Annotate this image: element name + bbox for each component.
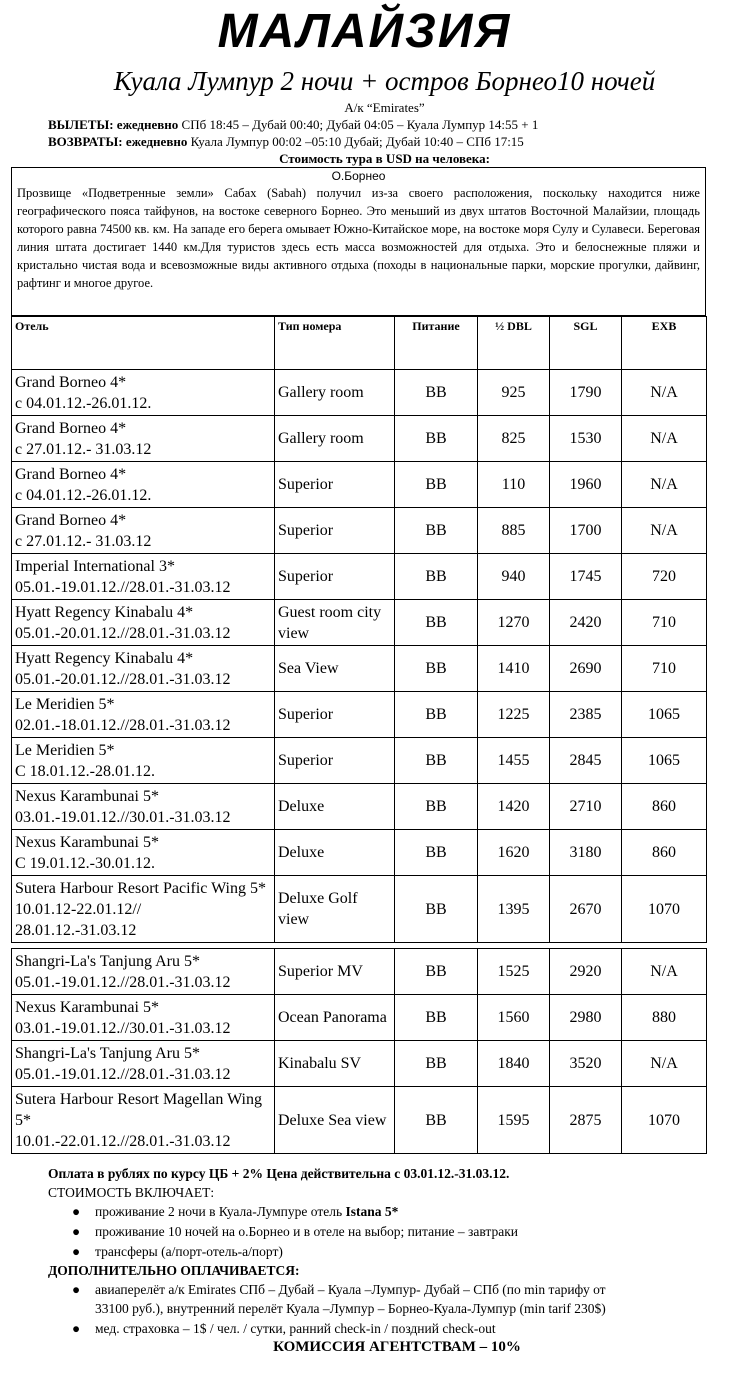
room-type: Guest room city view — [275, 600, 395, 646]
hotel-cell — [12, 646, 275, 692]
hotel-name: Nexus Karambunai 5* — [15, 998, 159, 1016]
header-sgl: SGL — [550, 317, 622, 370]
price-exb: N/A — [622, 508, 707, 554]
meal: BB — [395, 876, 478, 943]
hotel-dates: 05.01.-20.01.12.//28.01.-31.03.12 — [15, 670, 231, 688]
hotel-name: Imperial International 3* — [15, 557, 175, 575]
hotel-dates: 28.01.12.-31.03.12 — [15, 921, 137, 939]
price-dbl: 1410 — [478, 646, 550, 692]
table-row — [12, 462, 707, 508]
commission-note: КОМИССИЯ АГЕНТСТВАМ – 10% — [273, 1339, 521, 1355]
hotel-name: Nexus Karambunai 5* — [15, 833, 159, 851]
borneo-info-box — [11, 167, 706, 316]
price-exb: N/A — [622, 416, 707, 462]
info-heading: О.Борнео — [331, 169, 386, 183]
hotel-cell — [12, 876, 275, 943]
table-row — [12, 1041, 707, 1087]
hotel-name: Shangri-La's Tanjung Aru 5* — [15, 952, 200, 970]
price-exb: 710 — [622, 646, 707, 692]
price-exb: 1070 — [622, 876, 707, 943]
hotel-cell — [12, 692, 275, 738]
room-type: Gallery room — [275, 370, 395, 416]
header-hotel: Отель — [12, 317, 275, 370]
hotel-dates: 05.01.-19.01.12.//28.01.-31.03.12 — [15, 578, 231, 596]
airline-label: А/к “Emirates” — [344, 100, 425, 115]
departures-text: СПб 18:45 – Дубай 00:40; Дубай 04:05 – Куала Лумпур 14:55 + 1 — [178, 117, 539, 132]
header-exb: EXB — [622, 317, 707, 370]
price-sgl: 1700 — [550, 508, 622, 554]
returns-line — [48, 134, 524, 150]
price-sgl: 1960 — [550, 462, 622, 508]
table-row — [12, 876, 707, 943]
price-sgl: 2420 — [550, 600, 622, 646]
room-type: Kinabalu SV — [275, 1041, 395, 1087]
table-row — [12, 784, 707, 830]
info-text: Прозвище «Подветренные земли» Сабах (Sabah) получил из-за своего расположения, поскольку находится ниже географического пояса тайфунов, на востоке северного Борнео. Это меньший из двух штатов Восточной Малайзии, площадь которого равна 74500 кв. км. На западе его берега омывает Южно-Китайское море, на востоке моря Сулу и Сулавеси. Береговая линия штата достигает 1440 км.Для туристов здесь есть масса возможностей для отдыха. Это и белоснежные пляжи и кристально чистая вода и всевозможные виды активного отдыха (походы в национальные парки, морские прогулки, дайвинг, рафтинг и многое другое. — [17, 186, 700, 290]
meal: BB — [395, 1087, 478, 1154]
returns-text: Куала Лумпур 00:02 –05:10 Дубай; Дубай 10:40 – СПб 17:15 — [187, 134, 524, 149]
extra-item-line2: 33100 руб.), внутренний перелёт Куала –Лумпур – Борнео-Куала-Лумпур (min tarif 230$) — [95, 1301, 606, 1316]
hotel-cell — [12, 1087, 275, 1154]
price-dbl: 1395 — [478, 876, 550, 943]
cost-title: Стоимость тура в USD на человека: — [279, 151, 490, 166]
price-exb: N/A — [622, 462, 707, 508]
price-sgl: 3180 — [550, 830, 622, 876]
price-exb: N/A — [622, 1041, 707, 1087]
hotel-cell — [12, 830, 275, 876]
bullet-icon: ● — [72, 1244, 81, 1259]
include-text: проживание 2 ночи в Куала-Лумпуре отель — [95, 1204, 346, 1219]
hotel-dates: с 27.01.12.- 31.03.12 — [15, 440, 152, 458]
hotel-dates: 05.01.-20.01.12.//28.01.-31.03.12 — [15, 624, 231, 642]
header-dbl: ½ DBL — [478, 317, 550, 370]
departures-line — [48, 117, 538, 133]
table-row — [12, 949, 707, 995]
price-dbl: 825 — [478, 416, 550, 462]
table-row — [12, 416, 707, 462]
hotel-name: Hyatt Regency Kinabalu 4* — [15, 649, 194, 667]
price-exb: N/A — [622, 949, 707, 995]
room-type: Superior — [275, 738, 395, 784]
meal: BB — [395, 784, 478, 830]
table-row — [12, 554, 707, 600]
hotel-name: Sutera Harbour Resort Magellan Wing 5* — [15, 1090, 262, 1129]
room-type: Deluxe Golf view — [275, 876, 395, 943]
hotel-cell — [12, 1041, 275, 1087]
room-type: Superior — [275, 692, 395, 738]
hotel-dates: с 04.01.12.-26.01.12. — [15, 394, 152, 412]
meal: BB — [395, 738, 478, 784]
hotel-dates: 03.01.-19.01.12.//30.01.-31.03.12 — [15, 1019, 231, 1037]
price-dbl: 925 — [478, 370, 550, 416]
table-row — [12, 830, 707, 876]
hotel-dates: С 18.01.12.-28.01.12. — [15, 762, 155, 780]
price-dbl: 110 — [478, 462, 550, 508]
price-dbl: 1455 — [478, 738, 550, 784]
includes-title: СТОИМОСТЬ ВКЛЮЧАЕТ: — [48, 1185, 215, 1200]
meal: BB — [395, 508, 478, 554]
price-sgl: 2980 — [550, 995, 622, 1041]
hotel-dates: с 04.01.12.-26.01.12. — [15, 486, 152, 504]
include-item: трансферы (а/порт-отель-а/порт) — [95, 1244, 283, 1259]
departures-label: ВЫЛЕТЫ: ежедневно — [48, 117, 179, 132]
page-title: МАЛАЙЗИЯ — [217, 5, 512, 58]
hotel-cell — [12, 508, 275, 554]
table-row — [12, 995, 707, 1041]
price-exb: 1070 — [622, 1087, 707, 1154]
hotel-dates: 10.01.-22.01.12.//28.01.-31.03.12 — [15, 1132, 231, 1150]
include-item — [95, 1204, 398, 1220]
bullet-icon: ● — [72, 1282, 81, 1297]
hotel-cell — [12, 462, 275, 508]
meal: BB — [395, 949, 478, 995]
meal: BB — [395, 370, 478, 416]
hotel-name: Grand Borneo 4* — [15, 511, 127, 529]
meal: BB — [395, 646, 478, 692]
hotel-name: Grand Borneo 4* — [15, 465, 127, 483]
table-header-row — [12, 317, 707, 370]
room-type: Superior — [275, 462, 395, 508]
price-exb: N/A — [622, 370, 707, 416]
price-dbl: 1420 — [478, 784, 550, 830]
price-exb: 860 — [622, 784, 707, 830]
price-sgl: 1530 — [550, 416, 622, 462]
price-sgl: 2845 — [550, 738, 622, 784]
hotel-name: Grand Borneo 4* — [15, 419, 127, 437]
table-row — [12, 508, 707, 554]
meal: BB — [395, 462, 478, 508]
price-dbl: 1595 — [478, 1087, 550, 1154]
hotel-dates: 05.01.-19.01.12.//28.01.-31.03.12 — [15, 1065, 231, 1083]
price-dbl: 1525 — [478, 949, 550, 995]
hotel-name: Shangri-La's Tanjung Aru 5* — [15, 1044, 200, 1062]
extra-title: ДОПОЛНИТЕЛЬНО ОПЛАЧИВАЕТСЯ: — [48, 1263, 300, 1278]
hotel-cell — [12, 784, 275, 830]
hotel-cell — [12, 554, 275, 600]
returns-label: ВОЗВРАТЫ: ежедневно — [48, 134, 188, 149]
table-row — [12, 600, 707, 646]
price-dbl: 1620 — [478, 830, 550, 876]
include-hotel: Istana 5* — [345, 1204, 399, 1219]
room-type: Gallery room — [275, 416, 395, 462]
room-type: Deluxe — [275, 784, 395, 830]
price-exb: 880 — [622, 995, 707, 1041]
price-sgl: 2920 — [550, 949, 622, 995]
hotel-name: Le Meridien 5* — [15, 741, 115, 759]
bullet-icon: ● — [72, 1321, 81, 1336]
hotel-name: Sutera Harbour Resort Pacific Wing 5* 10.01.12-22.01.12// — [15, 879, 266, 918]
room-type: Ocean Panorama — [275, 995, 395, 1041]
price-dbl: 940 — [478, 554, 550, 600]
bullet-icon: ● — [72, 1224, 81, 1239]
bullet-icon: ● — [72, 1204, 81, 1219]
meal: BB — [395, 554, 478, 600]
meal: BB — [395, 416, 478, 462]
price-table — [11, 316, 707, 1154]
hotel-name: Le Meridien 5* — [15, 695, 115, 713]
room-type: Superior MV — [275, 949, 395, 995]
hotel-cell — [12, 738, 275, 784]
hotel-dates: с 27.01.12.- 31.03.12 — [15, 532, 152, 550]
extra-item: мед. страховка – 1$ / чел. / сутки, ранний check-in / поздний check-out — [95, 1321, 496, 1336]
price-exb: 710 — [622, 600, 707, 646]
extra-item-line1: авиаперелёт а/к Emirates СПб – Дубай – Куала –Лумпур- Дубай – СПб (по min тарифу от — [95, 1282, 606, 1297]
hotel-dates: 03.01.-19.01.12.//30.01.-31.03.12 — [15, 808, 231, 826]
table-row — [12, 692, 707, 738]
hotel-cell — [12, 416, 275, 462]
hotel-name: Grand Borneo 4* — [15, 373, 127, 391]
price-sgl: 2875 — [550, 1087, 622, 1154]
price-sgl: 1790 — [550, 370, 622, 416]
meal: BB — [395, 692, 478, 738]
room-type: Sea View — [275, 646, 395, 692]
price-sgl: 2385 — [550, 692, 622, 738]
hotel-cell — [12, 600, 275, 646]
price-dbl: 885 — [478, 508, 550, 554]
price-exb: 720 — [622, 554, 707, 600]
price-exb: 1065 — [622, 692, 707, 738]
price-sgl: 1745 — [550, 554, 622, 600]
price-dbl: 1560 — [478, 995, 550, 1041]
payment-note: Оплата в рублях по курсу ЦБ + 2% Цена действительна с 03.01.12.-31.03.12. — [48, 1166, 510, 1181]
table-row — [12, 738, 707, 784]
hotel-name: Hyatt Regency Kinabalu 4* — [15, 603, 194, 621]
meal: BB — [395, 995, 478, 1041]
price-exb: 1065 — [622, 738, 707, 784]
price-sgl: 3520 — [550, 1041, 622, 1087]
room-type: Superior — [275, 508, 395, 554]
meal: BB — [395, 830, 478, 876]
hotel-cell — [12, 370, 275, 416]
include-item: проживание 10 ночей на о.Борнео и в отеле на выбор; питание – завтраки — [95, 1224, 518, 1239]
hotel-dates: С 19.01.12.-30.01.12. — [15, 854, 155, 872]
price-dbl: 1840 — [478, 1041, 550, 1087]
room-type: Deluxe Sea view — [275, 1087, 395, 1154]
hotel-cell — [12, 995, 275, 1041]
table-row — [12, 1087, 707, 1154]
price-sgl: 2690 — [550, 646, 622, 692]
price-dbl: 1225 — [478, 692, 550, 738]
hotel-name: Nexus Karambunai 5* — [15, 787, 159, 805]
hotel-dates: 05.01.-19.01.12.//28.01.-31.03.12 — [15, 973, 231, 991]
meal: BB — [395, 600, 478, 646]
table-row — [12, 370, 707, 416]
price-sgl: 2710 — [550, 784, 622, 830]
price-sgl: 2670 — [550, 876, 622, 943]
meal: BB — [395, 1041, 478, 1087]
price-exb: 860 — [622, 830, 707, 876]
room-type: Deluxe — [275, 830, 395, 876]
header-meal: Питание — [395, 317, 478, 370]
price-dbl: 1270 — [478, 600, 550, 646]
room-type: Superior — [275, 554, 395, 600]
header-room-type: Тип номера — [275, 317, 395, 370]
hotel-cell — [12, 949, 275, 995]
hotel-dates: 02.01.-18.01.12.//28.01.-31.03.12 — [15, 716, 231, 734]
tour-subtitle: Куала Лумпур 2 ночи + остров Борнео10 ночей — [113, 66, 656, 96]
table-row — [12, 646, 707, 692]
